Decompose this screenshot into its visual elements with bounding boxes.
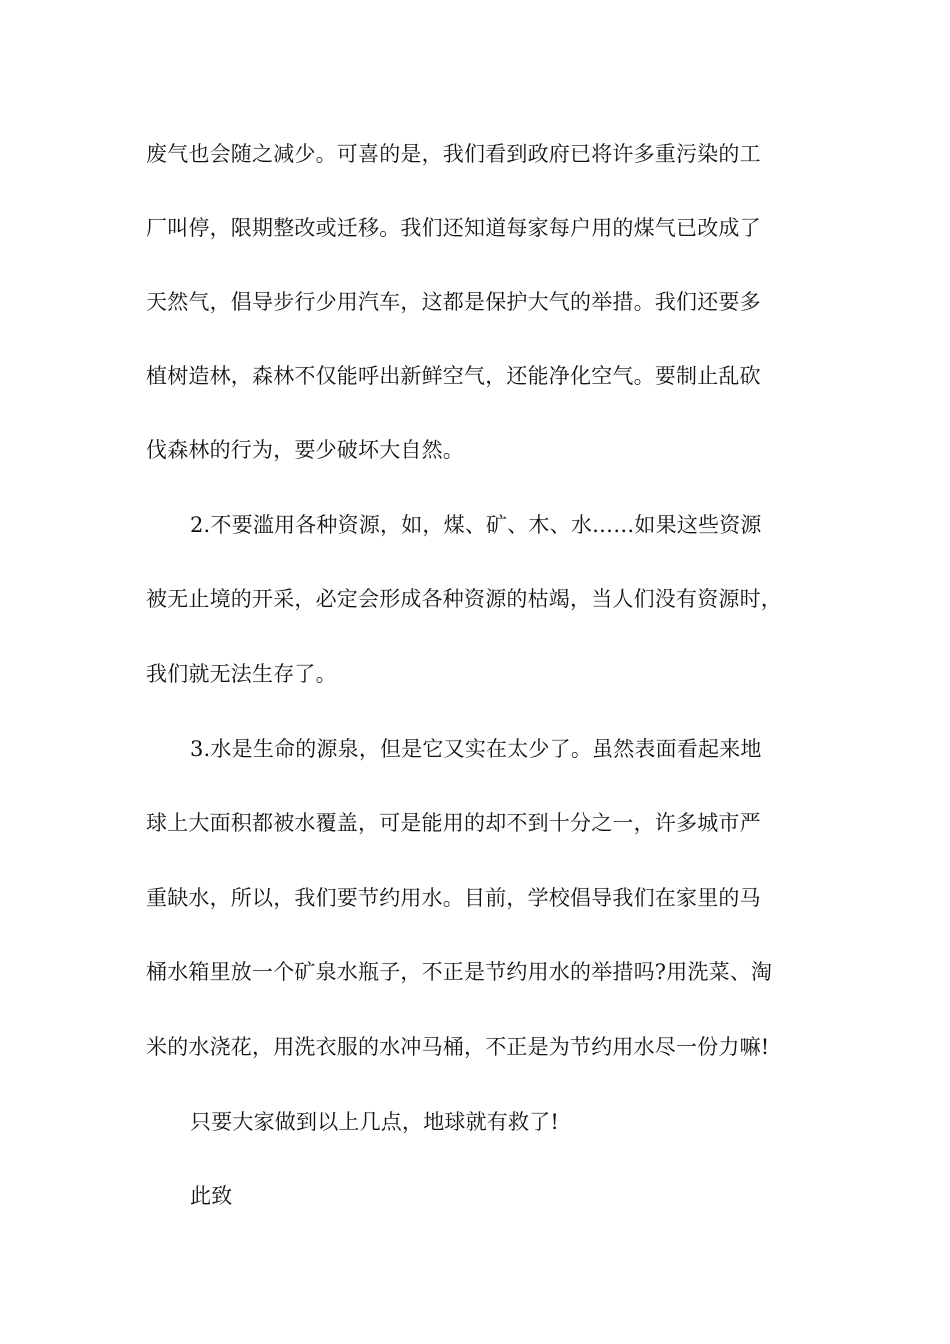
paragraph-line: 球上大面积都被水覆盖，可是能用的却不到十分之一，许多城市严 bbox=[146, 811, 761, 835]
paragraph-line: 被无止境的开采，必定会形成各种资源的枯竭，当人们没有资源时， bbox=[146, 587, 782, 611]
paragraph-line: 2.不要滥用各种资源，如，煤、矿、木、水……如果这些资源 bbox=[190, 513, 762, 537]
closing-line: 此致 bbox=[190, 1184, 233, 1208]
paragraph-line: 废气也会随之减少。可喜的是，我们看到政府已将许多重污染的工 bbox=[146, 142, 761, 166]
paragraph-line: 天然气，倡导步行少用汽车，这都是保护大气的举措。我们还要多 bbox=[146, 290, 761, 314]
paragraph-line: 米的水浇花，用洗衣服的水冲马桶，不正是为节约用水尽一份力嘛! bbox=[146, 1035, 770, 1059]
paragraph-line: 伐森林的行为，要少破坏大自然。 bbox=[146, 438, 464, 462]
paragraph-line: 我们就无法生存了。 bbox=[146, 662, 337, 686]
paragraph-line: 桶水箱里放一个矿泉水瓶子，不正是节约用水的举措吗?用洗菜、淘 bbox=[146, 960, 773, 984]
paragraph-line: 3.水是生命的源泉，但是它又实在太少了。虽然表面看起来地 bbox=[190, 737, 762, 761]
paragraph-line: 只要大家做到以上几点，地球就有救了! bbox=[190, 1110, 560, 1134]
paragraph-line: 植树造林，森林不仅能呼出新鲜空气，还能净化空气。要制止乱砍 bbox=[146, 364, 761, 388]
paragraph-line: 厂叫停，限期整改或迁移。我们还知道每家每户用的煤气已改成了 bbox=[146, 216, 761, 240]
paragraph-line: 重缺水，所以，我们要节约用水。目前，学校倡导我们在家里的马 bbox=[146, 886, 761, 910]
